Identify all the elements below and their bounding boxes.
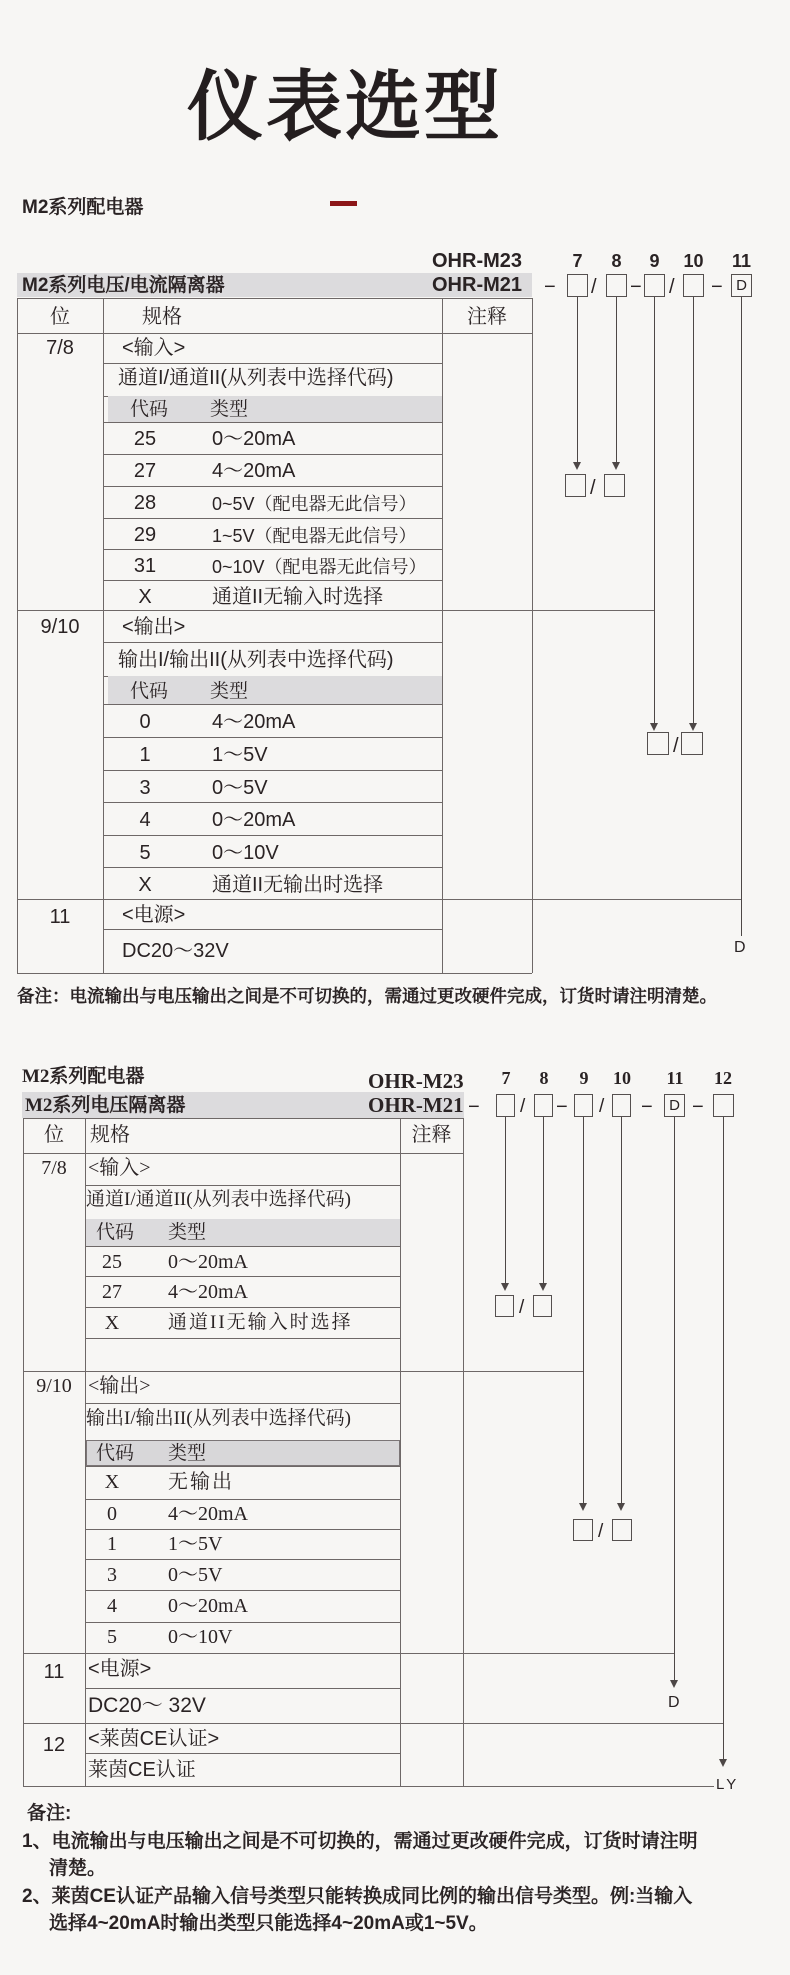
t2-code-box-11-fixed-d: D (664, 1094, 685, 1117)
t1-power-pos: 11 (49, 906, 71, 928)
t1-input-row-code: 27 (133, 460, 157, 482)
t2-output-row-type: 4～20mA (168, 1503, 248, 1525)
t2-divider-note (400, 1118, 401, 1786)
t2-input-code-header: 代码 (96, 1222, 135, 1243)
t1-power-title: <电源> (122, 904, 186, 926)
t1-input-row-type: 4～20mA (212, 460, 296, 482)
t1-output-row-code: X (138, 874, 152, 896)
t1-arrow-down-9 (650, 723, 658, 731)
t2-ce-pos: 12 (42, 1734, 66, 1756)
t2-input-channel2-box (533, 1295, 552, 1317)
t2-dropline-10 (621, 1117, 622, 1504)
t2-input-row-code: X (104, 1312, 120, 1334)
t1-input-row-type: 1~5V（配电器无此信号） (212, 526, 417, 546)
t1-output-pos: 9/10 (40, 616, 80, 638)
t2-arrow-down-12 (719, 1759, 727, 1767)
t1-output-type-header: 类型 (210, 681, 249, 702)
t2-line-section-12 (23, 1723, 723, 1724)
t2-input-row-code: 27 (102, 1281, 122, 1303)
t1-row-line (103, 770, 442, 771)
t2-line-section-11 (23, 1653, 675, 1654)
t1-output-row-type: 4～20mA (212, 711, 296, 733)
t1-line-section-910 (17, 610, 655, 611)
t2-input-pair-slash: / (519, 1297, 525, 1318)
t2-row-line (85, 1499, 400, 1500)
t1-series-label-2: M2系列电压/电流隔离器 (22, 275, 225, 296)
t1-input-type-header: 类型 (210, 399, 249, 420)
t1-row-line (103, 580, 442, 581)
title-underline-dash (330, 201, 357, 206)
t1-row-line (103, 867, 442, 868)
t2-dropline-12 (723, 1117, 724, 1760)
t2-arrow-down-9 (579, 1503, 587, 1511)
t2-output-channel2-box (612, 1519, 632, 1541)
t2-output-row-type: 0～5V (168, 1564, 223, 1586)
t2-model-ohr-m21: OHR-M21 (368, 1093, 464, 1117)
t2-header-spec: 规格 (90, 1124, 130, 1146)
t2-ce-diagram-label: LY (716, 1776, 740, 1793)
t1-note: 备注：电流输出与电压输出之间是不可切换的，需通过更改硬件完成，订货时请注明清楚。 (17, 986, 717, 1006)
t2-pos-number-7: 7 (501, 1068, 511, 1088)
note-line-2-wrap: 选择4~20mA时输出类型只能选择4~20mA或1~5V。 (49, 1913, 488, 1934)
notes-title: 备注: (27, 1803, 72, 1824)
t2-row-line (85, 1185, 400, 1186)
t2-code-box-10 (612, 1094, 631, 1117)
t1-header-note: 注释 (467, 306, 507, 328)
t2-pos-number-9: 9 (579, 1068, 589, 1088)
t1-input-pos: 7/8 (46, 337, 74, 359)
note-line-2: 2、莱茵CE认证产品输入信号类型只能转换成同比例的输出信号类型。例:当输入 (22, 1886, 693, 1907)
t1-pos-number-7: 7 (572, 251, 583, 271)
t2-row-line (85, 1246, 400, 1247)
t1-input-subtitle: 通道I/通道II(从列表中选择代码) (118, 367, 394, 389)
t2-output-row-type: 1～5V (168, 1533, 223, 1555)
t2-pos-number-8: 8 (539, 1068, 549, 1088)
t1-dropline-11 (741, 297, 742, 936)
t1-row-line (103, 363, 442, 364)
t1-output-row-code: 3 (139, 777, 151, 799)
t1-code-slash: / (669, 276, 675, 298)
t2-row-line (85, 1466, 400, 1467)
t2-code-slash: / (599, 1096, 605, 1117)
t1-code-box-10 (683, 274, 704, 297)
t1-divider-note (442, 298, 443, 973)
t2-ce-title: <莱茵CE认证> (88, 1728, 220, 1750)
t2-output-pair-slash: / (598, 1521, 604, 1542)
t2-arrow-down-8 (539, 1283, 547, 1291)
t1-arrow-down-10 (689, 723, 697, 731)
t2-code-box-8 (534, 1094, 553, 1117)
t2-arrow-down-10 (617, 1503, 625, 1511)
t1-code-box-8 (606, 274, 627, 297)
t2-pos-number-10: 10 (613, 1068, 631, 1088)
t2-input-row-code: 25 (102, 1251, 122, 1273)
t2-row-line (85, 1529, 400, 1530)
t2-row-line (85, 1622, 400, 1623)
t2-dropline-7 (505, 1117, 506, 1284)
t2-row-line (85, 1338, 400, 1339)
t1-output-code-header: 代码 (130, 681, 169, 702)
t1-input-title: <输入> (122, 337, 186, 359)
t1-code-box-11-fixed-d: D (731, 274, 752, 297)
t2-code-box-7 (496, 1094, 515, 1117)
t1-output-row-type: 1～5V (212, 744, 268, 766)
t1-divider-pos (103, 298, 104, 973)
t1-line-bottom (17, 973, 532, 974)
t1-arrow-down-8 (612, 462, 620, 470)
t1-code-box-7 (567, 274, 588, 297)
t1-input-pair-slash: / (590, 477, 596, 499)
t2-output-row-code: 5 (107, 1626, 117, 1648)
t2-line-section-910 (23, 1371, 584, 1372)
t1-code-slash: / (591, 276, 597, 298)
t2-ce-value: 莱茵CE认证 (88, 1759, 196, 1781)
t1-arrow-down-7 (573, 462, 581, 470)
t2-dropline-11 (674, 1117, 675, 1681)
t1-row-line (103, 549, 442, 550)
t2-output-subtitle: 输出I/输出II(从列表中选择代码) (86, 1408, 351, 1429)
t1-input-row-type: 通道II无输入时选择 (212, 586, 384, 608)
t2-border-right (463, 1118, 464, 1786)
t1-output-row-code: 4 (139, 809, 151, 831)
t1-input-channel2-box (604, 474, 625, 497)
t1-code-box-9 (644, 274, 665, 297)
t2-input-type-header: 类型 (168, 1222, 207, 1243)
t2-input-row-type: 0～20mA (168, 1251, 248, 1273)
t1-input-row-type: 0~10V（配电器无此信号） (212, 557, 427, 577)
t1-header-pos: 位 (50, 306, 70, 328)
t1-output-pair-slash: / (673, 735, 679, 757)
t1-pos-number-9: 9 (649, 251, 660, 271)
note-line-1: 1、电流输出与电压输出之间是不可切换的，需通过更改硬件完成，订货时请注明 (22, 1831, 698, 1852)
t1-row-line (103, 929, 442, 930)
t2-model-ohr-m23: OHR-M23 (368, 1069, 464, 1093)
t1-row-line (103, 486, 442, 487)
t1-row-line (103, 835, 442, 836)
t1-row-line (103, 704, 442, 705)
t2-power-diagram-label: D (668, 1694, 680, 1711)
t1-input-row-code: 28 (133, 492, 157, 514)
t1-output-row-code: 1 (139, 744, 151, 766)
t1-dropline-9 (654, 297, 655, 723)
t2-input-title: <输入> (88, 1157, 151, 1179)
t2-output-row-code: 3 (107, 1564, 117, 1586)
t1-pos-number-11: 11 (731, 251, 752, 271)
t2-dropline-9 (583, 1117, 584, 1504)
t2-output-row-code: 0 (107, 1503, 117, 1525)
t1-line-header (17, 333, 532, 334)
t1-series-label-1: M2系列配电器 (22, 197, 144, 218)
t2-output-code-header: 代码 (96, 1443, 135, 1464)
t1-row-line (103, 422, 442, 423)
t1-output-row-type: 0～10V (212, 842, 279, 864)
t1-power-value: DC20～32V (122, 940, 229, 962)
t1-output-row-type: 0～20mA (212, 809, 296, 831)
t1-dropline-7 (577, 297, 578, 462)
t1-input-row-code: 25 (133, 428, 157, 450)
t2-row-line (85, 1688, 400, 1689)
t1-dropline-8 (616, 297, 617, 462)
t1-output-channel1-box (647, 732, 669, 755)
t1-input-row-code: X (138, 586, 152, 608)
t1-input-channel1-box (565, 474, 586, 497)
t1-row-line (103, 454, 442, 455)
t1-input-code-header: 代码 (130, 399, 169, 420)
t1-model-ohr-m23: OHR-M23 (432, 250, 523, 272)
t2-output-pos: 9/10 (36, 1375, 72, 1397)
t2-row-line (85, 1559, 400, 1560)
t1-output-row-code: 0 (139, 711, 151, 733)
t1-line-section-11 (17, 899, 742, 900)
t1-pos-number-10: 10 (683, 251, 704, 271)
t1-pos-number-8: 8 (611, 251, 622, 271)
t2-output-row-type: 0～20mA (168, 1595, 248, 1617)
t2-arrow-down-7 (501, 1283, 509, 1291)
t2-code-dash: − (556, 1096, 568, 1118)
t2-row-line (85, 1753, 400, 1754)
t1-output-subtitle: 输出I/输出II(从列表中选择代码) (118, 649, 394, 671)
t2-arrow-down-11 (670, 1680, 678, 1688)
t2-line-top (23, 1118, 463, 1119)
t2-power-value: DC20～ 32V (88, 1694, 206, 1717)
t2-input-channel1-box (495, 1295, 514, 1317)
t1-model-ohr-m21: OHR-M21 (432, 274, 523, 296)
t2-output-row-type: 无输出 (168, 1471, 234, 1493)
t2-series-label-1: M2系列配电器 (22, 1066, 145, 1087)
t1-header-spec: 规格 (142, 306, 182, 328)
t1-row-line (103, 737, 442, 738)
t2-line-bottom (23, 1786, 714, 1787)
t1-output-title: <输出> (122, 616, 186, 638)
t1-output-channel2-box (681, 732, 703, 755)
t1-row-line (103, 642, 442, 643)
t2-output-row-code: 1 (107, 1533, 117, 1555)
t2-input-row-type: 4～20mA (168, 1281, 248, 1303)
t1-row-line (103, 802, 442, 803)
t1-output-row-type: 0～5V (212, 777, 268, 799)
t1-row-line (103, 518, 442, 519)
t1-border-right (532, 298, 533, 973)
t2-output-title: <输出> (88, 1375, 151, 1397)
t1-input-row-code: 29 (133, 524, 157, 546)
t2-output-row-type: 0～10V (168, 1626, 233, 1648)
t2-power-title: <电源> (88, 1658, 152, 1680)
t2-series-label-2: M2系列电压隔离器 (25, 1095, 186, 1116)
t2-border-left (23, 1118, 24, 1786)
t1-code-dash: − (711, 276, 723, 298)
t2-header-note: 注释 (411, 1124, 452, 1146)
t2-output-channel1-box (573, 1519, 593, 1541)
t2-output-row-code: X (104, 1471, 120, 1493)
page-title: 仪表选型 (187, 65, 503, 150)
t2-output-type-header: 类型 (168, 1443, 207, 1464)
t2-pos-number-11: 11 (666, 1068, 684, 1088)
t1-code-dash: − (544, 276, 556, 298)
note-line-1-wrap: 清楚。 (49, 1858, 107, 1879)
t2-code-box-12 (713, 1094, 734, 1117)
t2-code-dash: − (692, 1096, 704, 1118)
t1-input-row-type: 0～20mA (212, 428, 296, 450)
t2-code-dash: − (468, 1096, 480, 1118)
t2-row-line (85, 1590, 400, 1591)
t2-code-dash: − (641, 1096, 653, 1118)
t2-line-header (23, 1153, 463, 1154)
t2-output-row-code: 4 (107, 1595, 117, 1617)
t1-input-row-code: 31 (133, 555, 157, 577)
t1-code-dash: − (630, 276, 642, 298)
t1-dropline-10 (693, 297, 694, 723)
t2-input-subtitle: 通道I/通道II(从列表中选择代码) (86, 1189, 351, 1210)
t2-pos-number-12: 12 (714, 1068, 732, 1088)
t2-row-line (85, 1276, 400, 1277)
t1-line-top (17, 298, 532, 299)
t2-code-box-9 (574, 1094, 593, 1117)
t1-output-row-code: 5 (139, 842, 151, 864)
t2-code-slash: / (520, 1096, 526, 1117)
t2-input-row-type: 通道II无输入时选择 (168, 1312, 353, 1333)
t2-header-pos: 位 (44, 1124, 64, 1146)
t2-row-line (85, 1403, 400, 1404)
t1-power-diagram-label: D (734, 939, 746, 956)
t2-row-line (85, 1307, 400, 1308)
t2-input-pos: 7/8 (41, 1157, 67, 1179)
t1-input-row-type: 0~5V（配电器无此信号） (212, 494, 417, 514)
t1-output-row-type: 通道II无输出时选择 (212, 874, 384, 896)
t2-power-pos: 11 (43, 1661, 65, 1683)
t2-dropline-8 (543, 1117, 544, 1284)
